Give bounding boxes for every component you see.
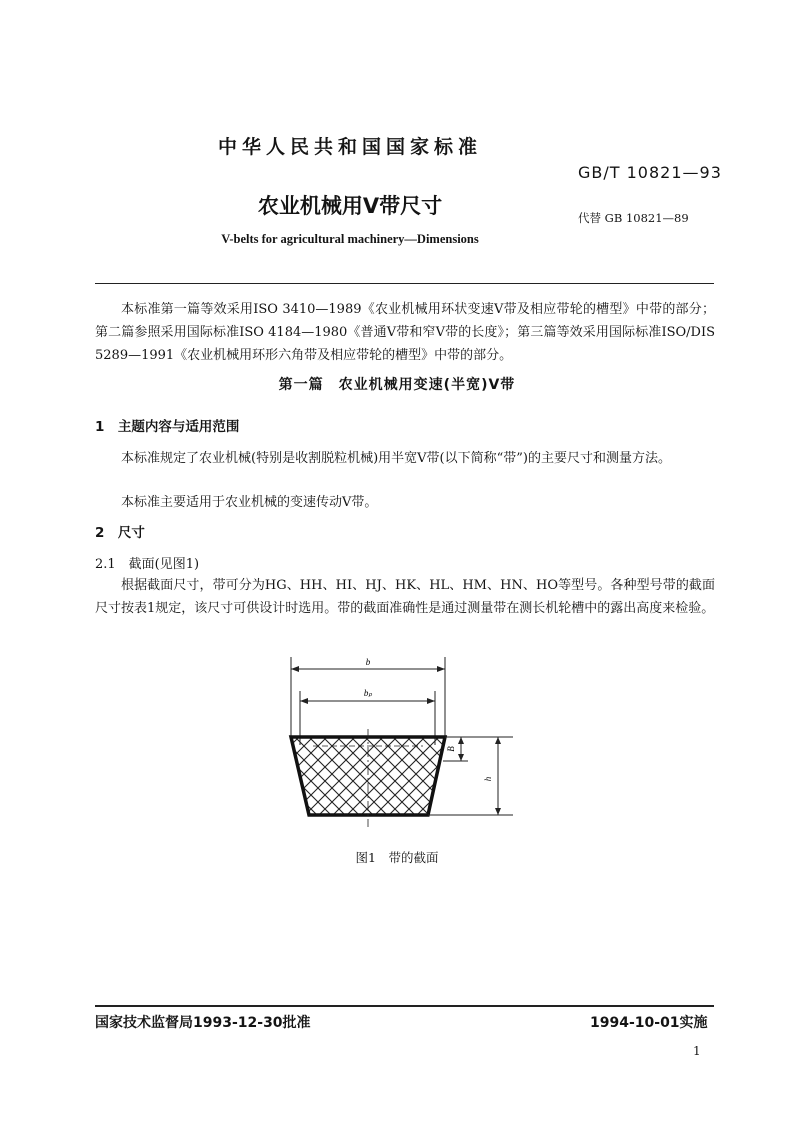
english-title: V-belts for agricultural machinery—Dimensions — [221, 232, 479, 246]
part-heading: 第一篇 农业机械用变速(半宽)V带 — [278, 377, 516, 393]
section-1-paragraph-1: 本标准规定了农业机械(特别是收割脱粒机械)用半宽V带(以下简称“带”)的主要尺寸和测量方法。 — [121, 451, 671, 466]
label-h: h — [483, 776, 493, 782]
approval-note: 国家技术监督局1993-12-30批准 — [95, 1015, 311, 1031]
header-rule — [95, 283, 714, 284]
section-2-1-paragraph: 根据截面尺寸，带可分为HG、HH、HI、HJ、HK、HL、HM、HN、HO等型号。各种型号带的截面尺寸按表1规定，该尺寸可供设计时选用。带的截面准确性是通过测量带在测长机轮槽中的露出高度来检验。 — [95, 578, 715, 616]
section-2-heading: 2 尺寸 — [95, 525, 145, 541]
label-b: b — [365, 657, 371, 667]
section-2-1-heading: 2.1 截面(见图1) — [95, 557, 200, 572]
belt-cross-section-drawing — [283, 655, 523, 830]
label-bp: bₚ — [363, 688, 373, 698]
section-1-paragraph-2: 本标准主要适用于农业机械的变速传动V带。 — [121, 495, 378, 510]
footer-rule — [95, 1005, 714, 1007]
page-number: 1 — [693, 1044, 701, 1058]
replaces-note: 代替 GB 10821—89 — [578, 211, 689, 225]
standard-code: GB/T 10821—93 — [578, 163, 722, 182]
figure-caption: 图1 带的截面 — [355, 850, 439, 865]
standard-title: 中华人民共和国国家标准 — [217, 136, 482, 158]
section-1-heading: 1 主题内容与适用范围 — [95, 419, 240, 435]
belt-cross-section-figure — [283, 655, 523, 834]
implementation-note: 1994-10-01实施 — [590, 1015, 708, 1031]
label-B: B — [446, 746, 456, 752]
intro-paragraph: 本标准第一篇等效采用ISO 3410—1989《农业机械用环状变速V带及相应带轮的槽型》中带的部分；第二篇参照采用国际标准ISO 4184—1980《普通V带和窄V带的长度》；第三篇等效采用国际标准ISO/DIS 5289—1991《农业机械用环形六角带及相应带轮的槽型》中带的部分。 — [95, 302, 715, 363]
document-title: 农业机械用V带尺寸 — [257, 194, 443, 218]
